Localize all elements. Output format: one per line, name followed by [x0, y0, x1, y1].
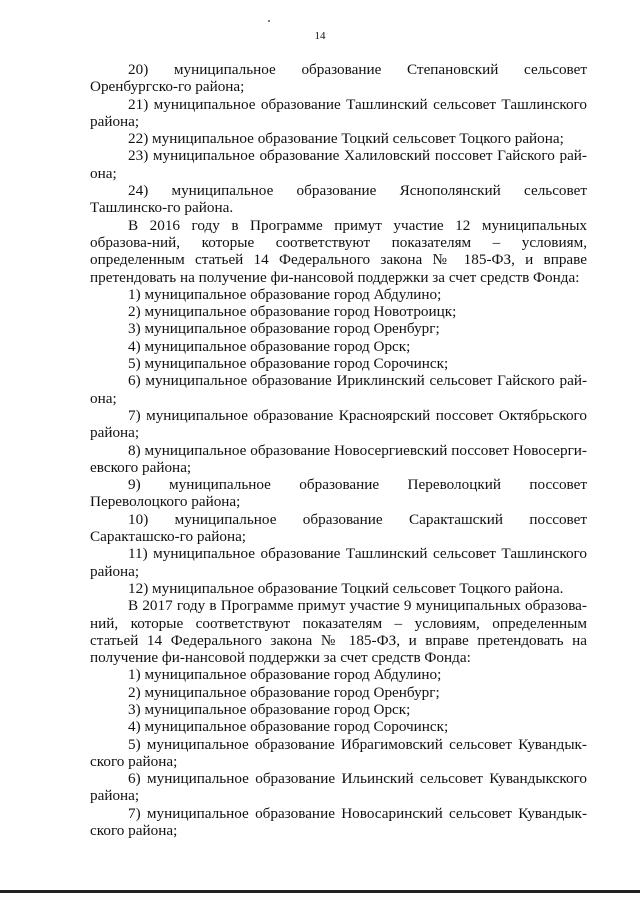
list-item: 6) муниципальное образование Ириклинский сельсовет Гайского рай-она; [90, 372, 587, 407]
list-item: 20) муниципальное образование Степановский сельсовет Оренбургско-го района; [90, 61, 587, 96]
list-item: 4) муниципальное образование город Орск; [128, 337, 411, 355]
list-item: 21) муниципальное образование Ташлинский сельсовет Ташлинского района; [90, 95, 587, 130]
list-item: 24) муниципальное образование Яснополянский сельсовет Ташлинско-го района. [90, 182, 587, 217]
list-item: 10) муниципальное образование Саракташский поссовет Саракташско-го района; [90, 510, 587, 546]
list-item: 5) муниципальное образование город Сорочинск; [128, 355, 449, 373]
list-item: 4) муниципальное образование город Сорочинск; [128, 718, 449, 736]
document-body [90, 61, 587, 839]
list-item: 2) муниципальное образование город Новотроицк; [128, 303, 457, 321]
list-item: 8) муниципальное образование Новосергиевский поссовет Новосерги-евского района; [90, 441, 587, 476]
page-bottom-edge [0, 890, 640, 893]
list-item: 11) муниципальное образование Ташлинский сельсовет Ташлинского района; [90, 545, 587, 580]
paragraph-2016-intro: В 2016 году в Программе примут участие 12 муниципальных образова-ний, которые соответствуют показателям – условиям, определенным статьей 14 Федерального закона № 185-ФЗ, и вправе претендовать на получение фи-нансовой поддержки за счет средств Фонда: [90, 216, 587, 286]
list-item: 9) муниципальное образование Переволоцкий поссовет Переволоцкого района; [90, 476, 587, 511]
list-item: 2) муниципальное образование город Оренбург; [128, 683, 440, 701]
paragraph-2017-intro: В 2017 году в Программе примут участие 9 муниципальных образова-ний, которые соответствуют показателям – условиям, определенным статьей 14 Федерального закона № 185-ФЗ, и вправе претендовать на получение фи-нансовой поддержки за счет средств Фонда: [90, 597, 587, 667]
list-item: 23) муниципальное образование Халиловский поссовет Гайского рай-она; [90, 147, 587, 182]
list-item: 1) муниципальное образование город Абдулино; [128, 666, 442, 684]
list-item: 3) муниципальное образование город Оренбург; [128, 320, 440, 338]
list-item: 12) муниципальное образование Тоцкий сельсовет Тоцкого района. [128, 579, 564, 597]
list-item: 6) муниципальное образование Ильинский сельсовет Кувандыкского района; [90, 770, 587, 805]
list-item: 5) муниципальное образование Ибрагимовский сельсовет Кувандык-ского района; [90, 735, 587, 770]
list-item: 22) муниципальное образование Тоцкий сельсовет Тоцкого района; [128, 130, 564, 148]
list-item: 3) муниципальное образование город Орск; [128, 700, 411, 718]
list-item: 7) муниципальное образование Новосаринский сельсовет Кувандык-ского района; [90, 804, 587, 840]
scan-speck [268, 20, 270, 22]
page-number: 14 [314, 30, 326, 42]
list-item: 1) муниципальное образование город Абдулино; [128, 285, 442, 303]
list-item: 7) муниципальное образование Красноярский поссовет Октябрьского района; [90, 406, 587, 442]
